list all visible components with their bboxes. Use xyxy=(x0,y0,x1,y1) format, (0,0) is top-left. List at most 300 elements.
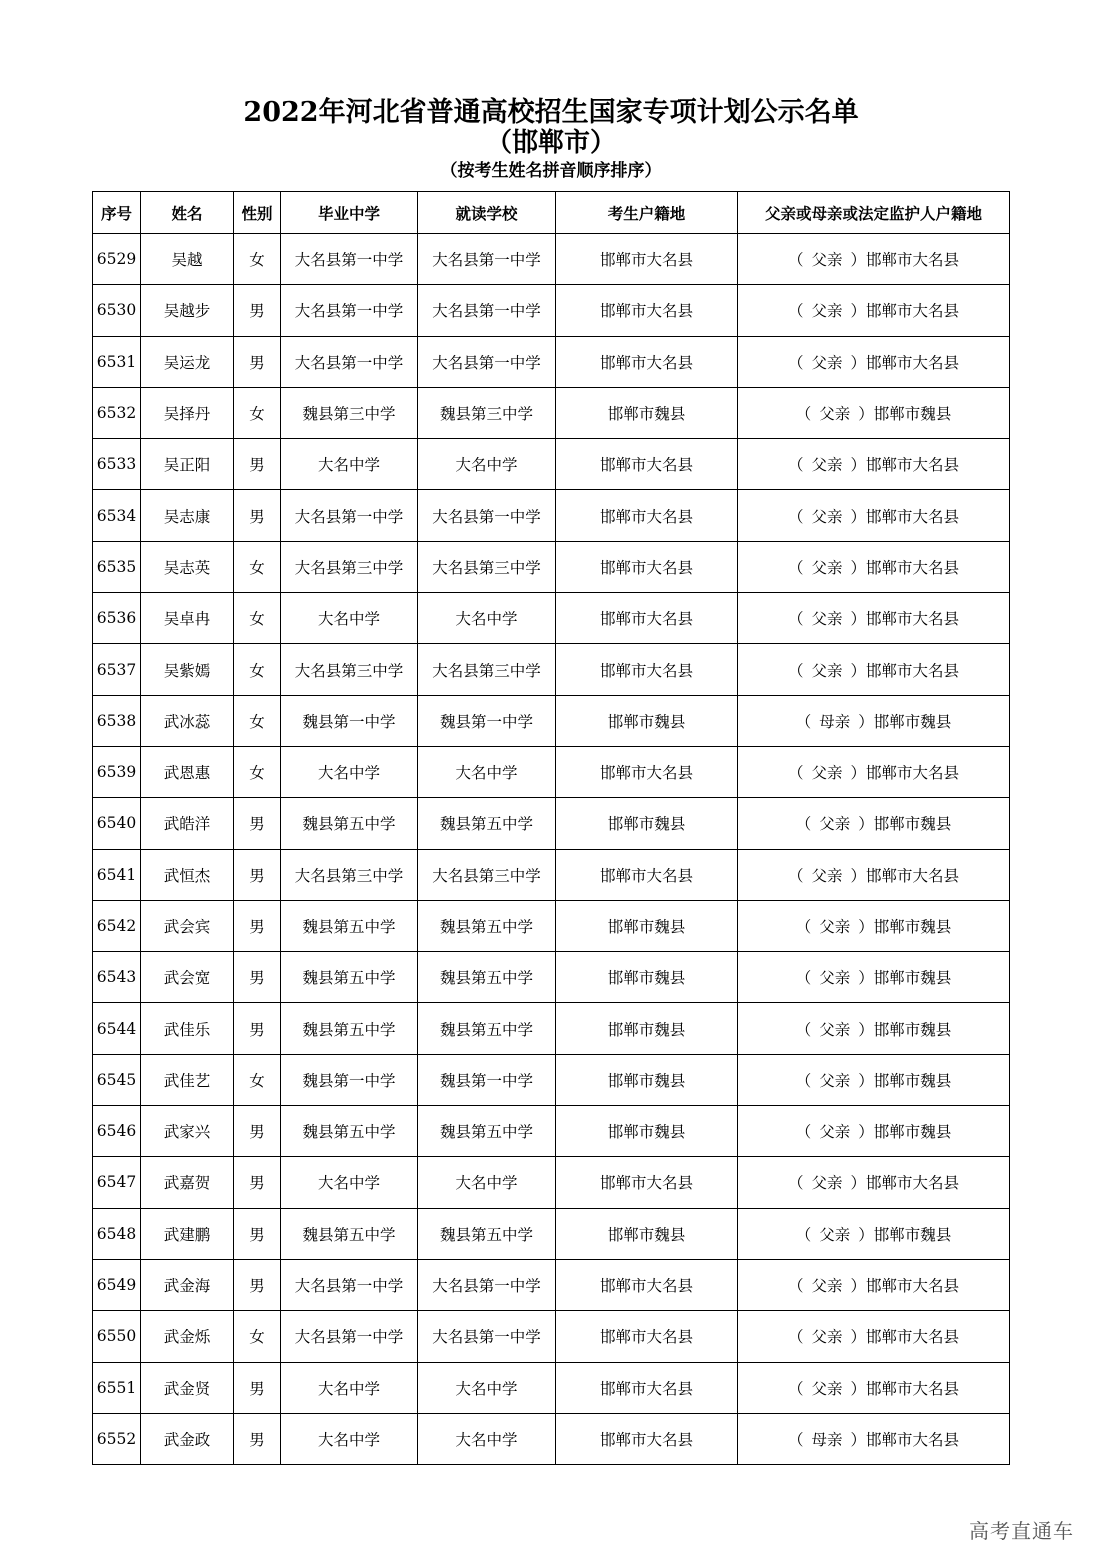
guardian-hukou: 邯郸市魏县 xyxy=(873,1225,952,1244)
guardian-hukou: 邯郸市大名县 xyxy=(866,1379,960,1398)
cell-id: 6538 xyxy=(93,695,141,746)
close-paren: ） xyxy=(858,1020,874,1039)
cell-gender: 男 xyxy=(234,900,281,951)
cell-guardian-hukou xyxy=(738,490,1010,541)
guardian-relation: 父亲 xyxy=(811,353,843,372)
cell-gender: 男 xyxy=(234,1362,281,1413)
cell-name: 武嘉贺 xyxy=(141,1157,234,1208)
col-header-name: 姓名 xyxy=(141,192,234,234)
cell-name: 吴卓冉 xyxy=(141,593,234,644)
guardian-hukou: 邯郸市大名县 xyxy=(866,661,960,680)
cell-id: 6540 xyxy=(93,798,141,849)
cell-gender: 男 xyxy=(234,1259,281,1310)
cell-id: 6545 xyxy=(93,1054,141,1105)
col-header-gender: 性别 xyxy=(234,192,281,234)
guardian-relation: 父亲 xyxy=(819,1225,851,1244)
cell-id: 6539 xyxy=(93,746,141,797)
cell-study-school: 大名县第一中学 xyxy=(418,336,556,387)
cell-gender: 男 xyxy=(234,490,281,541)
guardian-hukou: 邯郸市魏县 xyxy=(873,712,952,731)
close-paren: ） xyxy=(858,405,874,424)
guardian-relation: 父亲 xyxy=(811,1174,843,1193)
col-header-grad-school: 毕业中学 xyxy=(281,192,418,234)
page-title: 2022年河北省普通高校招生国家专项计划公示名单 xyxy=(243,97,859,128)
guardian-relation: 父亲 xyxy=(811,507,843,526)
cell-hukou: 邯郸市魏县 xyxy=(556,1106,738,1157)
open-paren: （ xyxy=(795,969,812,988)
cell-gender: 男 xyxy=(234,1208,281,1259)
cell-grad-school: 魏县第五中学 xyxy=(281,1003,418,1054)
cell-hukou: 邯郸市大名县 xyxy=(556,490,738,541)
table-row xyxy=(93,1208,1010,1259)
open-paren: （ xyxy=(787,1174,804,1193)
cell-study-school: 大名县第一中学 xyxy=(418,1311,556,1362)
cell-grad-school: 大名县第三中学 xyxy=(281,644,418,695)
cell-id: 6542 xyxy=(93,900,141,951)
close-paren: ） xyxy=(858,969,874,988)
cell-name: 武建鹏 xyxy=(141,1208,234,1259)
cell-hukou: 邯郸市大名县 xyxy=(556,1362,738,1413)
cell-hukou: 邯郸市魏县 xyxy=(556,1208,738,1259)
cell-gender: 女 xyxy=(234,1054,281,1105)
cell-study-school: 大名中学 xyxy=(418,746,556,797)
cell-grad-school: 魏县第三中学 xyxy=(281,387,418,438)
cell-name: 武家兴 xyxy=(141,1106,234,1157)
guardian-hukou: 邯郸市大名县 xyxy=(866,610,960,629)
open-paren: （ xyxy=(787,661,804,680)
col-header-id: 序号 xyxy=(93,192,141,234)
cell-study-school: 大名县第三中学 xyxy=(418,849,556,900)
cell-guardian-hukou xyxy=(738,1311,1010,1362)
cell-grad-school: 大名县第三中学 xyxy=(281,849,418,900)
guardian-hukou: 邯郸市大名县 xyxy=(866,558,960,577)
table-row xyxy=(93,234,1010,285)
col-header-guardian-hukou: 父亲或母亲或法定监护人户籍地 xyxy=(738,192,1010,234)
open-paren: （ xyxy=(787,1328,804,1347)
close-paren: ） xyxy=(858,1071,874,1090)
cell-name: 武恩惠 xyxy=(141,746,234,797)
close-paren: ） xyxy=(850,251,867,270)
open-paren: （ xyxy=(787,1430,804,1449)
cell-name: 吴越步 xyxy=(141,285,234,336)
close-paren: ） xyxy=(850,558,867,577)
cell-grad-school: 大名中学 xyxy=(281,439,418,490)
close-paren: ） xyxy=(850,866,867,885)
cell-guardian-hukou xyxy=(738,644,1010,695)
cell-hukou: 邯郸市大名县 xyxy=(556,1259,738,1310)
close-paren: ） xyxy=(858,1225,874,1244)
cell-gender: 男 xyxy=(234,1106,281,1157)
cell-guardian-hukou xyxy=(738,1157,1010,1208)
cell-hukou: 邯郸市魏县 xyxy=(556,387,738,438)
cell-id: 6546 xyxy=(93,1106,141,1157)
cell-id: 6552 xyxy=(93,1413,141,1464)
guardian-relation: 父亲 xyxy=(819,1071,851,1090)
close-paren: ） xyxy=(850,1277,867,1296)
guardian-hukou: 邯郸市大名县 xyxy=(866,1174,960,1193)
cell-gender: 男 xyxy=(234,798,281,849)
table-row xyxy=(93,336,1010,387)
cell-study-school: 大名县第一中学 xyxy=(418,285,556,336)
close-paren: ） xyxy=(850,353,867,372)
table-row xyxy=(93,387,1010,438)
cell-gender: 男 xyxy=(234,1413,281,1464)
open-paren: （ xyxy=(795,1123,812,1142)
cell-gender: 男 xyxy=(234,285,281,336)
open-paren: （ xyxy=(787,353,804,372)
open-paren: （ xyxy=(795,1020,812,1039)
cell-gender: 女 xyxy=(234,234,281,285)
cell-gender: 男 xyxy=(234,336,281,387)
guardian-hukou: 邯郸市魏县 xyxy=(873,405,952,424)
open-paren: （ xyxy=(795,405,812,424)
cell-grad-school: 魏县第五中学 xyxy=(281,900,418,951)
cell-guardian-hukou xyxy=(738,798,1010,849)
guardian-relation: 父亲 xyxy=(819,1123,851,1142)
table-row xyxy=(93,900,1010,951)
table-row xyxy=(93,593,1010,644)
close-paren: ） xyxy=(858,1123,874,1142)
cell-gender: 女 xyxy=(234,1311,281,1362)
guardian-hukou: 邯郸市魏县 xyxy=(873,1071,952,1090)
cell-guardian-hukou xyxy=(738,541,1010,592)
cell-grad-school: 大名县第一中学 xyxy=(281,285,418,336)
close-paren: ） xyxy=(850,507,867,526)
cell-name: 武冰蕊 xyxy=(141,695,234,746)
cell-name: 武会宽 xyxy=(141,952,234,1003)
cell-hukou: 邯郸市魏县 xyxy=(556,900,738,951)
guardian-relation: 父亲 xyxy=(811,558,843,577)
open-paren: （ xyxy=(787,1277,804,1296)
close-paren: ） xyxy=(850,1174,867,1193)
table-body xyxy=(93,234,1010,1465)
guardian-hukou: 邯郸市大名县 xyxy=(866,507,960,526)
guardian-relation: 父亲 xyxy=(811,661,843,680)
cell-grad-school: 魏县第五中学 xyxy=(281,952,418,1003)
cell-id: 6536 xyxy=(93,593,141,644)
cell-id: 6534 xyxy=(93,490,141,541)
guardian-hukou: 邯郸市魏县 xyxy=(873,918,952,936)
open-paren: （ xyxy=(795,1071,812,1090)
close-paren: ） xyxy=(850,661,867,680)
cell-hukou: 邯郸市大名县 xyxy=(556,1311,738,1362)
cell-guardian-hukou xyxy=(738,746,1010,797)
cell-hukou: 邯郸市大名县 xyxy=(556,439,738,490)
guardian-hukou: 邯郸市大名县 xyxy=(866,353,960,372)
cell-study-school: 大名中学 xyxy=(418,1157,556,1208)
table-row xyxy=(93,1362,1010,1413)
close-paren: ） xyxy=(850,456,867,475)
cell-study-school: 大名中学 xyxy=(418,1413,556,1464)
cell-name: 吴紫嫣 xyxy=(141,644,234,695)
cell-hukou: 邯郸市大名县 xyxy=(556,336,738,387)
cell-guardian-hukou xyxy=(738,439,1010,490)
open-paren: （ xyxy=(795,1225,812,1244)
cell-gender: 女 xyxy=(234,695,281,746)
table-row xyxy=(93,1106,1010,1157)
table-row xyxy=(93,1157,1010,1208)
close-paren: ） xyxy=(850,1379,867,1398)
cell-id: 6544 xyxy=(93,1003,141,1054)
cell-name: 武金政 xyxy=(141,1413,234,1464)
cell-study-school: 魏县第一中学 xyxy=(418,1054,556,1105)
roster-table xyxy=(92,191,1010,1465)
cell-guardian-hukou xyxy=(738,952,1010,1003)
cell-name: 吴正阳 xyxy=(141,439,234,490)
cell-guardian-hukou xyxy=(738,1054,1010,1105)
cell-name: 吴越 xyxy=(141,234,234,285)
cell-study-school: 大名中学 xyxy=(418,593,556,644)
close-paren: ） xyxy=(858,918,874,936)
table-row xyxy=(93,285,1010,336)
cell-hukou: 邯郸市大名县 xyxy=(556,746,738,797)
close-paren: ） xyxy=(850,1328,867,1347)
cell-gender: 男 xyxy=(234,1157,281,1208)
open-paren: （ xyxy=(787,610,804,629)
cell-grad-school: 大名中学 xyxy=(281,1362,418,1413)
cell-grad-school: 魏县第五中学 xyxy=(281,798,418,849)
guardian-hukou: 邯郸市大名县 xyxy=(866,302,960,321)
cell-id: 6547 xyxy=(93,1157,141,1208)
guardian-hukou: 邯郸市大名县 xyxy=(866,251,960,270)
cell-hukou: 邯郸市大名县 xyxy=(556,285,738,336)
col-header-study-school: 就读学校 xyxy=(418,192,556,234)
cell-hukou: 邯郸市大名县 xyxy=(556,234,738,285)
cell-id: 6543 xyxy=(93,952,141,1003)
open-paren: （ xyxy=(787,866,804,885)
cell-id: 6550 xyxy=(93,1311,141,1362)
cell-gender: 女 xyxy=(234,644,281,695)
cell-study-school: 魏县第三中学 xyxy=(418,387,556,438)
cell-name: 吴志英 xyxy=(141,541,234,592)
cell-hukou: 邯郸市魏县 xyxy=(556,798,738,849)
cell-guardian-hukou xyxy=(738,285,1010,336)
guardian-hukou: 邯郸市大名县 xyxy=(866,1277,960,1296)
cell-id: 6541 xyxy=(93,849,141,900)
guardian-hukou: 邯郸市大名县 xyxy=(866,866,960,885)
col-header-hukou: 考生户籍地 xyxy=(556,192,738,234)
guardian-relation: 父亲 xyxy=(819,918,851,936)
cell-study-school: 魏县第五中学 xyxy=(418,798,556,849)
cell-gender: 男 xyxy=(234,849,281,900)
cell-id: 6529 xyxy=(93,234,141,285)
cell-hukou: 邯郸市大名县 xyxy=(556,644,738,695)
cell-study-school: 大名县第三中学 xyxy=(418,644,556,695)
cell-grad-school: 魏县第五中学 xyxy=(281,1208,418,1259)
cell-name: 吴志康 xyxy=(141,490,234,541)
cell-guardian-hukou xyxy=(738,593,1010,644)
table-row xyxy=(93,1003,1010,1054)
cell-study-school: 大名中学 xyxy=(418,439,556,490)
cell-name: 武金海 xyxy=(141,1259,234,1310)
guardian-hukou: 邯郸市大名县 xyxy=(866,456,960,475)
guardian-relation: 父亲 xyxy=(811,456,843,475)
cell-hukou: 邯郸市魏县 xyxy=(556,1054,738,1105)
cell-name: 武佳艺 xyxy=(141,1054,234,1105)
table-row xyxy=(93,1054,1010,1105)
table-row xyxy=(93,1413,1010,1464)
page-subtitle: （邯郸市） xyxy=(485,128,616,158)
cell-grad-school: 大名中学 xyxy=(281,746,418,797)
guardian-relation: 父亲 xyxy=(811,1328,843,1347)
cell-hukou: 邯郸市魏县 xyxy=(556,1003,738,1054)
cell-name: 吴运龙 xyxy=(141,336,234,387)
cell-id: 6531 xyxy=(93,336,141,387)
cell-grad-school: 大名县第三中学 xyxy=(281,541,418,592)
cell-gender: 男 xyxy=(234,1003,281,1054)
cell-id: 6551 xyxy=(93,1362,141,1413)
table-row xyxy=(93,644,1010,695)
guardian-hukou: 邯郸市魏县 xyxy=(873,1123,952,1142)
table-row xyxy=(93,439,1010,490)
guardian-relation: 父亲 xyxy=(819,405,851,424)
guardian-hukou: 邯郸市大名县 xyxy=(866,1430,960,1449)
close-paren: ） xyxy=(858,815,874,834)
open-paren: （ xyxy=(795,815,812,834)
cell-hukou: 邯郸市大名县 xyxy=(556,1413,738,1464)
table-row xyxy=(93,1311,1010,1362)
cell-grad-school: 大名县第一中学 xyxy=(281,1259,418,1310)
cell-grad-school: 大名县第一中学 xyxy=(281,336,418,387)
guardian-relation: 母亲 xyxy=(819,712,851,731)
cell-hukou: 邯郸市魏县 xyxy=(556,952,738,1003)
guardian-relation: 父亲 xyxy=(811,764,843,783)
cell-guardian-hukou xyxy=(738,1259,1010,1310)
cell-study-school: 魏县第五中学 xyxy=(418,1106,556,1157)
guardian-relation: 父亲 xyxy=(819,1020,851,1039)
open-paren: （ xyxy=(795,712,812,731)
cell-gender: 男 xyxy=(234,439,281,490)
cell-study-school: 魏县第一中学 xyxy=(418,695,556,746)
open-paren: （ xyxy=(787,764,804,783)
guardian-relation: 父亲 xyxy=(811,866,843,885)
guardian-relation: 母亲 xyxy=(811,1430,843,1449)
cell-study-school: 大名县第三中学 xyxy=(418,541,556,592)
close-paren: ） xyxy=(858,712,874,731)
open-paren: （ xyxy=(787,507,804,526)
cell-id: 6549 xyxy=(93,1259,141,1310)
guardian-hukou: 邯郸市魏县 xyxy=(873,815,952,834)
cell-gender: 男 xyxy=(234,952,281,1003)
cell-gender: 女 xyxy=(234,541,281,592)
sort-note: （按考生姓名拼音顺序排序） xyxy=(440,161,662,181)
cell-guardian-hukou xyxy=(738,900,1010,951)
table-row xyxy=(93,1259,1010,1310)
watermark: 高考直通车 xyxy=(969,1519,1074,1543)
close-paren: ） xyxy=(850,302,867,321)
open-paren: （ xyxy=(787,302,804,321)
cell-grad-school: 大名中学 xyxy=(281,593,418,644)
cell-grad-school: 大名中学 xyxy=(281,1413,418,1464)
guardian-hukou: 邯郸市魏县 xyxy=(873,969,952,988)
cell-guardian-hukou xyxy=(738,336,1010,387)
close-paren: ） xyxy=(850,1430,867,1449)
open-paren: （ xyxy=(787,251,804,270)
cell-name: 吴择丹 xyxy=(141,387,234,438)
cell-grad-school: 大名县第一中学 xyxy=(281,1311,418,1362)
guardian-hukou: 邯郸市大名县 xyxy=(866,1328,960,1347)
cell-hukou: 邯郸市大名县 xyxy=(556,541,738,592)
cell-grad-school: 大名中学 xyxy=(281,1157,418,1208)
table-row xyxy=(93,952,1010,1003)
guardian-relation: 父亲 xyxy=(811,302,843,321)
cell-guardian-hukou xyxy=(738,695,1010,746)
cell-guardian-hukou xyxy=(738,234,1010,285)
cell-hukou: 邯郸市魏县 xyxy=(556,695,738,746)
cell-guardian-hukou xyxy=(738,1106,1010,1157)
open-paren: （ xyxy=(787,1379,804,1398)
cell-grad-school: 魏县第一中学 xyxy=(281,1054,418,1105)
guardian-relation: 父亲 xyxy=(819,969,851,988)
cell-guardian-hukou xyxy=(738,387,1010,438)
table-row xyxy=(93,798,1010,849)
cell-id: 6548 xyxy=(93,1208,141,1259)
cell-hukou: 邯郸市大名县 xyxy=(556,849,738,900)
cell-gender: 女 xyxy=(234,387,281,438)
cell-guardian-hukou xyxy=(738,1413,1010,1464)
cell-name: 武金贤 xyxy=(141,1362,234,1413)
cell-hukou: 邯郸市大名县 xyxy=(556,1157,738,1208)
cell-grad-school: 大名县第一中学 xyxy=(281,234,418,285)
guardian-relation: 父亲 xyxy=(819,815,851,834)
cell-name: 武会宾 xyxy=(141,900,234,951)
cell-id: 6530 xyxy=(93,285,141,336)
table-row xyxy=(93,695,1010,746)
guardian-hukou: 邯郸市大名县 xyxy=(866,764,960,783)
close-paren: ） xyxy=(850,610,867,629)
cell-guardian-hukou xyxy=(738,1003,1010,1054)
guardian-relation: 父亲 xyxy=(811,1379,843,1398)
guardian-relation: 父亲 xyxy=(811,610,843,629)
guardian-hukou: 邯郸市魏县 xyxy=(873,1020,952,1039)
cell-hukou: 邯郸市大名县 xyxy=(556,593,738,644)
cell-gender: 女 xyxy=(234,746,281,797)
open-paren: （ xyxy=(787,456,804,475)
open-paren: （ xyxy=(787,558,804,577)
table-row xyxy=(93,849,1010,900)
cell-id: 6532 xyxy=(93,387,141,438)
cell-id: 6533 xyxy=(93,439,141,490)
cell-grad-school: 大名县第一中学 xyxy=(281,490,418,541)
cell-guardian-hukou xyxy=(738,1362,1010,1413)
cell-study-school: 大名中学 xyxy=(418,1362,556,1413)
cell-name: 武佳乐 xyxy=(141,1003,234,1054)
table-row xyxy=(93,746,1010,797)
close-paren: ） xyxy=(850,764,867,783)
cell-study-school: 大名县第一中学 xyxy=(418,1259,556,1310)
cell-study-school: 大名县第一中学 xyxy=(418,490,556,541)
cell-study-school: 魏县第五中学 xyxy=(418,952,556,1003)
guardian-relation: 父亲 xyxy=(811,251,843,270)
guardian-relation: 父亲 xyxy=(811,1277,843,1296)
cell-guardian-hukou xyxy=(738,849,1010,900)
cell-study-school: 魏县第五中学 xyxy=(418,900,556,951)
cell-name: 武皓洋 xyxy=(141,798,234,849)
cell-guardian-hukou xyxy=(738,1208,1010,1259)
cell-study-school: 魏县第五中学 xyxy=(418,1208,556,1259)
cell-grad-school: 魏县第五中学 xyxy=(281,1106,418,1157)
cell-gender: 女 xyxy=(234,593,281,644)
table-row xyxy=(93,490,1010,541)
cell-name: 武恒杰 xyxy=(141,849,234,900)
cell-study-school: 魏县第五中学 xyxy=(418,1003,556,1054)
open-paren: （ xyxy=(795,918,812,936)
cell-grad-school: 魏县第一中学 xyxy=(281,695,418,746)
cell-study-school: 大名县第一中学 xyxy=(418,234,556,285)
table-row xyxy=(93,541,1010,592)
cell-id: 6537 xyxy=(93,644,141,695)
cell-name: 武金烁 xyxy=(141,1311,234,1362)
